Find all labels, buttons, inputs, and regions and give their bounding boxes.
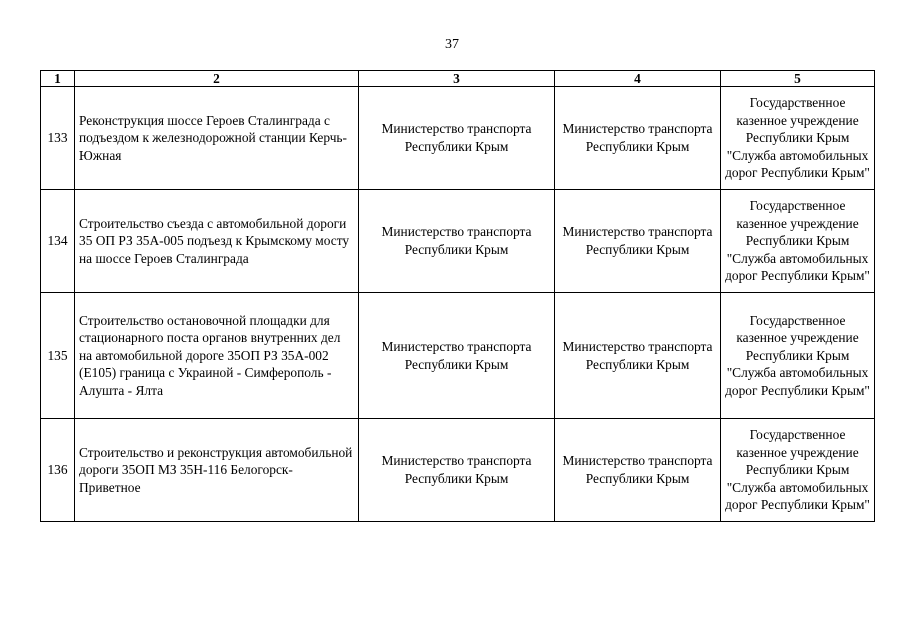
ministry-cell: Министерство транспорта Республики Крым: [359, 419, 555, 522]
organization-cell: Государственное казенное учреждение Республики Крым "Служба автомобильных дорог Республики Крым": [721, 190, 875, 293]
column-header: 2: [75, 71, 359, 87]
table-row: [41, 419, 875, 522]
object-name: Строительство съезда с автомобильной дороги 35 ОП РЗ 35А-005 подъезд к Крымскому мосту на шоссе Героев Сталинграда: [75, 190, 359, 293]
row-number: 136: [41, 419, 75, 522]
page-number: 37: [445, 37, 459, 52]
object-name: Реконструкция шоссе Героев Сталинграда с подъездом к железнодорожной станции Керчь-Южная: [75, 87, 359, 190]
organization-cell: Государственное казенное учреждение Республики Крым "Служба автомобильных дорог Республики Крым": [721, 419, 875, 522]
ministry-cell: Министерство транспорта Республики Крым: [555, 190, 721, 293]
ministry-cell: Министерство транспорта Республики Крым: [555, 419, 721, 522]
table-row: [41, 87, 875, 190]
ministry-cell: Министерство транспорта Республики Крым: [555, 87, 721, 190]
organization-cell: Государственное казенное учреждение Республики Крым "Служба автомобильных дорог Республики Крым": [721, 87, 875, 190]
ministry-cell: Министерство транспорта Республики Крым: [555, 293, 721, 419]
ministry-cell: Министерство транспорта Республики Крым: [359, 87, 555, 190]
ministry-cell: Министерство транспорта Республики Крым: [359, 190, 555, 293]
organization-cell: Государственное казенное учреждение Республики Крым "Служба автомобильных дорог Республики Крым": [721, 293, 875, 419]
row-number: 133: [41, 87, 75, 190]
table-row: [41, 293, 875, 419]
objects-table: [40, 70, 875, 522]
ministry-cell: Министерство транспорта Республики Крым: [359, 293, 555, 419]
column-header: 3: [359, 71, 555, 87]
object-name: Строительство остановочной площадки для стационарного поста органов внутренних дел на автомобильной дороге 35ОП РЗ 35А-002 (Е105) граница с Украиной - Симферополь - Алушта - Ялта: [75, 293, 359, 419]
object-name: Строительство и реконструкция автомобильной дороги 35ОП МЗ 35Н-116 Белогорск-Приветное: [75, 419, 359, 522]
column-header: 1: [41, 71, 75, 87]
column-header: 4: [555, 71, 721, 87]
row-number: 135: [41, 293, 75, 419]
header-row: [41, 71, 875, 87]
table-row: [41, 190, 875, 293]
row-number: 134: [41, 190, 75, 293]
column-header: 5: [721, 71, 875, 87]
